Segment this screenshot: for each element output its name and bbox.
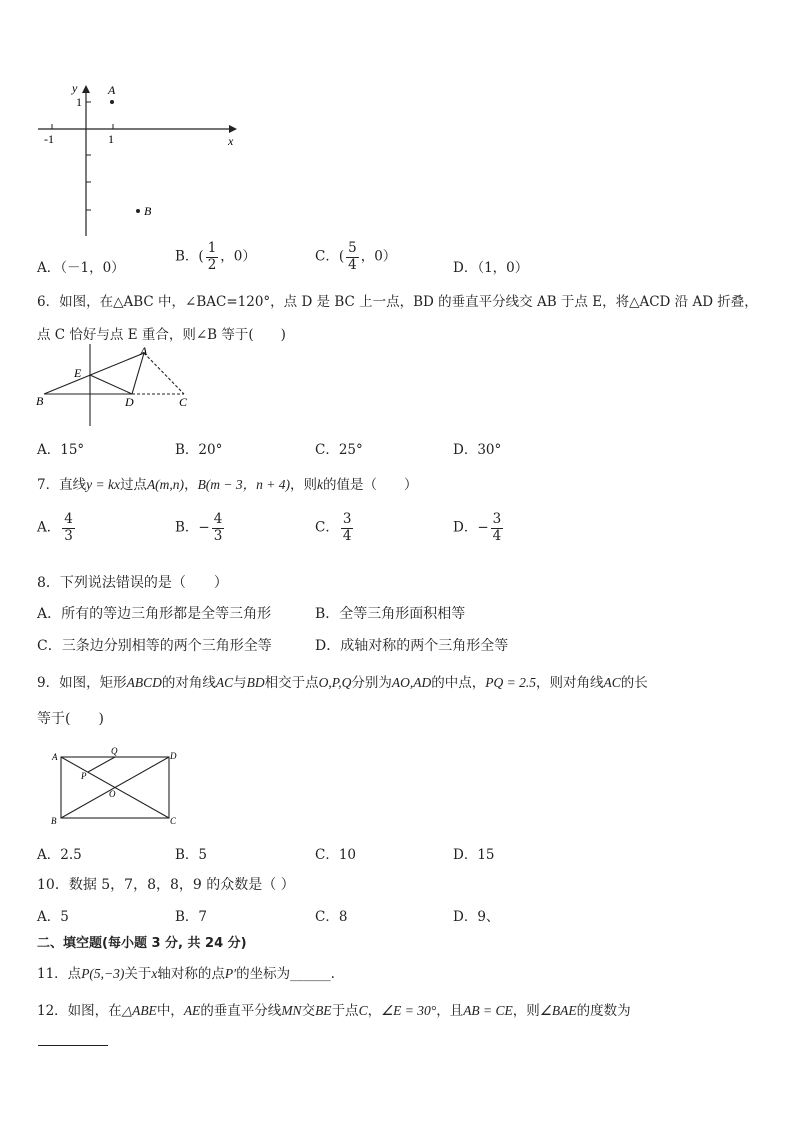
q10-option-a: A．5 bbox=[37, 909, 69, 925]
q12-text-1: 中， bbox=[156, 1003, 184, 1019]
q9-aoad: AO,AD bbox=[391, 675, 432, 690]
q7-k: k bbox=[317, 477, 324, 492]
q9-stem-line1 bbox=[37, 671, 648, 691]
q7-option-d-fraction bbox=[491, 512, 504, 544]
q7-option-c-label: C． bbox=[315, 519, 339, 536]
q9-opq: O,P,Q bbox=[318, 675, 352, 690]
q9-rectangle-figure bbox=[48, 746, 184, 826]
q9-option-a: A．2.5 bbox=[37, 847, 82, 863]
q7-option-d bbox=[453, 512, 505, 544]
fraction-denominator: 4 bbox=[492, 527, 502, 544]
q9-label-o: O bbox=[109, 789, 116, 799]
q11-point-p-prime: P′ bbox=[224, 966, 237, 981]
q9-text-1: 的对角线 bbox=[161, 675, 216, 691]
q12-mn: MN bbox=[281, 1003, 302, 1018]
q8-option-a: A．所有的等边三角形都是全等三角形 bbox=[37, 606, 272, 622]
q9-label-a: A bbox=[52, 752, 58, 762]
fraction-numerator: 5 bbox=[348, 240, 357, 256]
q6-label-d: D bbox=[125, 395, 134, 409]
q7-equation: y = kx bbox=[86, 477, 120, 492]
q7-option-b bbox=[175, 512, 226, 544]
q5-option-b bbox=[175, 241, 256, 273]
q7-text-2: ， bbox=[184, 477, 198, 493]
q9-label-d: D bbox=[170, 751, 177, 761]
fraction-denominator: 3 bbox=[64, 527, 73, 544]
q9-pq: PQ = 2.5 bbox=[485, 675, 536, 690]
q7-option-c-fraction bbox=[341, 512, 354, 544]
q9-text-7: 的长 bbox=[620, 675, 648, 691]
q9-bd: BD bbox=[246, 675, 265, 690]
q7-suffix: 的值是（ ） bbox=[323, 477, 418, 493]
q9-label-c: C bbox=[170, 816, 177, 826]
q7-option-a-fraction bbox=[62, 512, 75, 544]
q7-option-c bbox=[315, 512, 355, 544]
q11-text-1: 关于 bbox=[124, 966, 152, 982]
q7-option-a-label: A． bbox=[37, 519, 61, 536]
fraction-numerator: 1 bbox=[207, 240, 217, 256]
q6-stem-line1: 6．如图，在△ABC 中，∠BAC=120°，点 D 是 BC 上一点，BD 的垂直平分线交 AB 于点 E，将△ACD 沿 AD 折叠， bbox=[37, 294, 758, 310]
fraction-numerator: 3 bbox=[342, 511, 352, 527]
q11-x: x bbox=[151, 966, 158, 981]
q10-option-b: B．7 bbox=[175, 909, 208, 925]
q9-text-4: 分别为 bbox=[351, 675, 392, 691]
q7-point-a: A(m,n) bbox=[146, 477, 185, 492]
q6-option-c: C．25° bbox=[315, 442, 363, 458]
q9-label-b: B bbox=[51, 816, 57, 826]
q5-coordinate-figure bbox=[30, 78, 250, 238]
q9-label-p: P bbox=[81, 771, 87, 781]
q7-text-3: ，则 bbox=[290, 477, 318, 493]
fraction-denominator: 2 bbox=[207, 256, 217, 273]
q6-option-d: D．30° bbox=[453, 442, 502, 458]
q12-prefix: 12．如图，在 bbox=[37, 1003, 122, 1019]
fraction-denominator: 4 bbox=[342, 527, 352, 544]
q12-text-3: 交 bbox=[301, 1003, 316, 1019]
q6-option-b: B．20° bbox=[175, 442, 223, 458]
q5-option-c-fraction bbox=[346, 241, 359, 273]
q11-point-p: P(5,−3) bbox=[81, 966, 125, 981]
q6-triangle-figure bbox=[34, 344, 199, 428]
q9-text-6: ，则对角线 bbox=[535, 675, 604, 691]
q12-text-5: ， bbox=[367, 1003, 382, 1019]
q6-label-a: A bbox=[140, 344, 148, 358]
q5-option-c-prefix: C．( bbox=[315, 248, 345, 265]
x-tick-neg1: -1 bbox=[44, 132, 54, 146]
q7-prefix: 7．直线 bbox=[37, 477, 87, 493]
fraction-denominator: 3 bbox=[213, 527, 223, 544]
q7-option-b-label: B．− bbox=[175, 519, 210, 536]
q12-text-4: 于点 bbox=[331, 1003, 359, 1019]
q6-label-c: C bbox=[179, 395, 188, 409]
q6-label-e: E bbox=[74, 366, 82, 380]
point-a-label: A bbox=[108, 83, 116, 97]
q9-ac: AC bbox=[215, 675, 234, 690]
q9-stem-line2: 等于( ) bbox=[37, 711, 104, 727]
q12-stem bbox=[37, 999, 631, 1019]
fraction-numerator: 4 bbox=[213, 511, 223, 527]
q12-equality: AB = CE bbox=[463, 1003, 513, 1018]
q8-option-b: B．全等三角形面积相等 bbox=[315, 606, 466, 622]
q7-stem bbox=[37, 473, 418, 493]
q12-angle-bae: ∠BAE bbox=[539, 1003, 577, 1018]
x-axis-label: x bbox=[228, 134, 234, 148]
q5-option-b-suffix: ，0） bbox=[220, 248, 256, 265]
q12-text-7: ，则 bbox=[512, 1003, 540, 1019]
q7-option-a bbox=[37, 512, 77, 544]
q7-point-b: B(m − 3，n + 4) bbox=[197, 477, 291, 492]
fraction-numerator: 3 bbox=[492, 511, 502, 527]
q12-ae: AE bbox=[183, 1003, 201, 1018]
point-b-label: B bbox=[144, 204, 152, 218]
q12-text-2: 的垂直平分线 bbox=[200, 1003, 282, 1019]
q7-option-b-fraction bbox=[212, 512, 225, 544]
q8-stem: 8．下列说法错误的是（ ） bbox=[37, 575, 228, 591]
q9-label-q: Q bbox=[111, 746, 118, 756]
q5-option-a: A．（－1，0） bbox=[37, 260, 125, 276]
q12-be: BE bbox=[315, 1003, 332, 1018]
q6-option-a: A．15° bbox=[37, 442, 85, 458]
q9-option-c: C．10 bbox=[315, 847, 357, 863]
q11-suffix: 的坐标为______. bbox=[236, 966, 335, 982]
q10-option-d: D．9、 bbox=[453, 909, 500, 925]
q12-text-6: ，且 bbox=[436, 1003, 464, 1019]
q11-stem bbox=[37, 962, 335, 982]
q8-option-d: D．成轴对称的两个三角形全等 bbox=[315, 638, 509, 654]
q12-answer-blank[interactable] bbox=[38, 1044, 108, 1046]
y-tick-1: 1 bbox=[76, 95, 82, 109]
q12-triangle: △ABE bbox=[121, 1003, 157, 1018]
x-tick-1: 1 bbox=[108, 132, 114, 146]
q9-option-b: B．5 bbox=[175, 847, 208, 863]
q9-text-2: 与 bbox=[233, 675, 247, 691]
q9-option-d: D．15 bbox=[453, 847, 495, 863]
q12-c: C bbox=[358, 1003, 368, 1018]
q6-stem-line2: 点 C 恰好与点 E 重合，则∠B 等于( ) bbox=[37, 327, 286, 343]
q11-text-2: 轴对称的点 bbox=[157, 966, 225, 982]
q7-option-d-label: D．− bbox=[453, 519, 489, 536]
q5-option-d: D．（1，0） bbox=[453, 260, 529, 276]
y-axis-label: y bbox=[72, 81, 78, 95]
q10-option-c: C．8 bbox=[315, 909, 348, 925]
section-2-heading: 二、填空题(每小题 3 分, 共 24 分) bbox=[37, 936, 247, 951]
q7-text-1: 过点 bbox=[119, 477, 147, 493]
q12-angle-e: ∠E = 30° bbox=[381, 1003, 437, 1018]
q9-text-3: 相交于点 bbox=[264, 675, 319, 691]
q8-option-c: C．三条边分别相等的两个三角形全等 bbox=[37, 638, 272, 654]
q5-option-b-fraction bbox=[206, 241, 219, 273]
q9-abcd: ABCD bbox=[126, 675, 162, 690]
fraction-denominator: 4 bbox=[348, 256, 357, 273]
q6-label-b: B bbox=[36, 394, 44, 408]
q11-prefix: 11．点 bbox=[37, 966, 82, 982]
q5-option-b-prefix: B．( bbox=[175, 248, 204, 265]
q5-option-c bbox=[315, 241, 396, 273]
q12-text-8: 的度数为 bbox=[576, 1003, 631, 1019]
q10-stem: 10．数据 5，7，8，8，9 的众数是（ ） bbox=[37, 877, 295, 893]
fraction-numerator: 4 bbox=[64, 511, 73, 527]
q5-option-c-suffix: ，0） bbox=[360, 248, 397, 265]
q9-ac-2: AC bbox=[603, 675, 621, 690]
q9-prefix: 9．如图，矩形 bbox=[37, 675, 127, 691]
q9-text-5: 的中点， bbox=[431, 675, 486, 691]
